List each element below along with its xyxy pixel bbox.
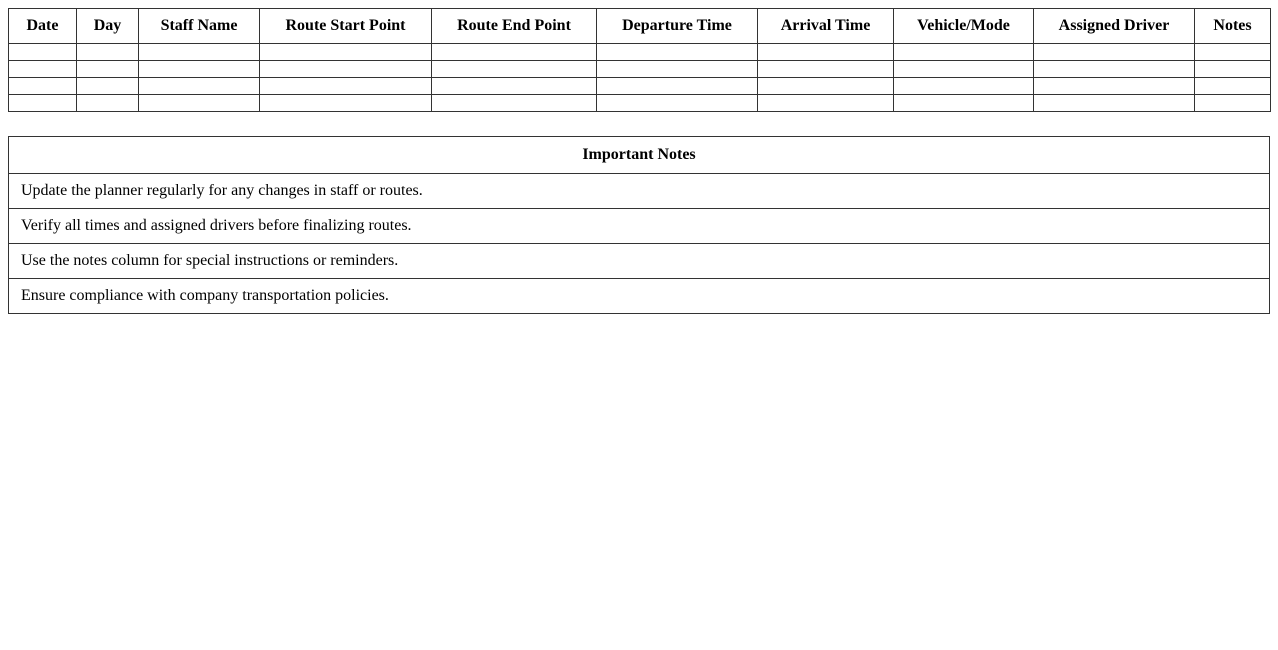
table-cell-route-end-point[interactable] <box>432 44 597 61</box>
note-item: Verify all times and assigned drivers before finalizing routes. <box>9 209 1270 244</box>
note-item: Use the notes column for special instructions or reminders. <box>9 244 1270 279</box>
notes-header-row <box>9 137 1270 174</box>
table-cell-departure-time[interactable] <box>597 44 758 61</box>
column-header-arrival-time: Arrival Time <box>758 9 894 44</box>
notes-title: Important Notes <box>9 137 1270 174</box>
important-notes-table <box>8 136 1270 314</box>
table-cell-vehicle-mode[interactable] <box>894 44 1034 61</box>
table-cell-notes[interactable] <box>1195 61 1271 78</box>
column-header-departure-time: Departure Time <box>597 9 758 44</box>
column-header-route-end-point: Route End Point <box>432 9 597 44</box>
table-cell-route-start-point[interactable] <box>260 61 432 78</box>
note-item: Ensure compliance with company transportation policies. <box>9 279 1270 314</box>
table-cell-route-start-point[interactable] <box>260 78 432 95</box>
table-row <box>9 95 1271 112</box>
column-header-day: Day <box>77 9 139 44</box>
table-cell-day[interactable] <box>77 95 139 112</box>
table-cell-departure-time[interactable] <box>597 95 758 112</box>
table-cell-assigned-driver[interactable] <box>1034 78 1195 95</box>
table-cell-notes[interactable] <box>1195 44 1271 61</box>
table-cell-route-start-point[interactable] <box>260 44 432 61</box>
table-cell-vehicle-mode[interactable] <box>894 95 1034 112</box>
note-item: Update the planner regularly for any changes in staff or routes. <box>9 174 1270 209</box>
route-planner-table <box>8 8 1271 112</box>
table-cell-vehicle-mode[interactable] <box>894 61 1034 78</box>
table-cell-arrival-time[interactable] <box>758 95 894 112</box>
table-cell-route-start-point[interactable] <box>260 95 432 112</box>
table-cell-notes[interactable] <box>1195 95 1271 112</box>
column-header-route-start-point: Route Start Point <box>260 9 432 44</box>
column-header-date: Date <box>9 9 77 44</box>
column-header-notes: Notes <box>1195 9 1271 44</box>
table-cell-staff-name[interactable] <box>139 95 260 112</box>
table-cell-date[interactable] <box>9 78 77 95</box>
table-cell-staff-name[interactable] <box>139 78 260 95</box>
column-header-staff-name: Staff Name <box>139 9 260 44</box>
table-cell-date[interactable] <box>9 95 77 112</box>
table-cell-route-end-point[interactable] <box>432 61 597 78</box>
table-cell-departure-time[interactable] <box>597 61 758 78</box>
table-cell-notes[interactable] <box>1195 78 1271 95</box>
table-cell-arrival-time[interactable] <box>758 78 894 95</box>
table-cell-date[interactable] <box>9 61 77 78</box>
table-cell-day[interactable] <box>77 61 139 78</box>
table-row <box>9 78 1271 95</box>
note-row <box>9 244 1270 279</box>
table-cell-route-end-point[interactable] <box>432 95 597 112</box>
table-cell-assigned-driver[interactable] <box>1034 61 1195 78</box>
column-header-vehicle-mode: Vehicle/Mode <box>894 9 1034 44</box>
table-cell-assigned-driver[interactable] <box>1034 95 1195 112</box>
note-row <box>9 174 1270 209</box>
table-cell-staff-name[interactable] <box>139 61 260 78</box>
table-cell-day[interactable] <box>77 44 139 61</box>
table-row <box>9 61 1271 78</box>
table-cell-arrival-time[interactable] <box>758 44 894 61</box>
table-row <box>9 44 1271 61</box>
note-row <box>9 279 1270 314</box>
table-header-row <box>9 9 1271 44</box>
table-cell-departure-time[interactable] <box>597 78 758 95</box>
table-cell-route-end-point[interactable] <box>432 78 597 95</box>
table-cell-arrival-time[interactable] <box>758 61 894 78</box>
column-header-assigned-driver: Assigned Driver <box>1034 9 1195 44</box>
note-row <box>9 209 1270 244</box>
table-cell-date[interactable] <box>9 44 77 61</box>
table-cell-staff-name[interactable] <box>139 44 260 61</box>
table-cell-vehicle-mode[interactable] <box>894 78 1034 95</box>
table-cell-assigned-driver[interactable] <box>1034 44 1195 61</box>
table-cell-day[interactable] <box>77 78 139 95</box>
